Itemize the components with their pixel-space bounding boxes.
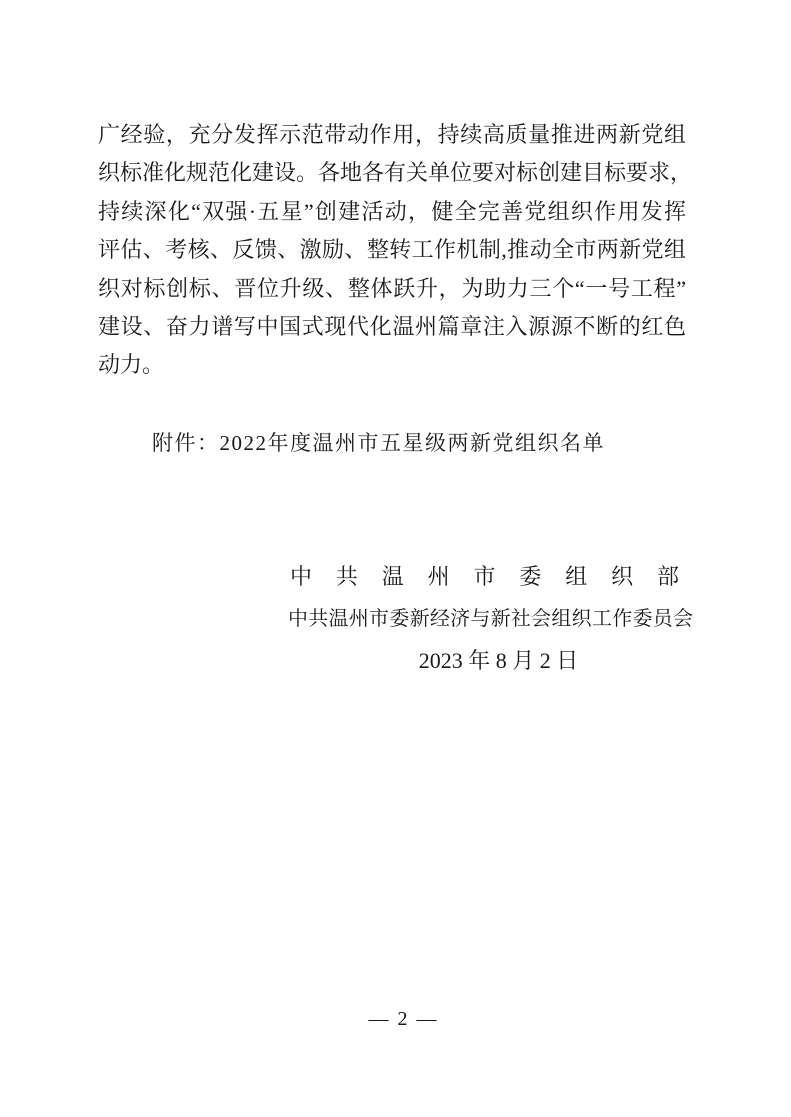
body-text-line: 动力。 [98,352,165,378]
body-text-line: 持续深化“双强·五星”创建活动，健全完善党组织作用发挥 [98,198,686,224]
page-footer [0,1008,791,1031]
body-text-line: 广经验，充分发挥示范带动作用，持续高质量推进两新党组 [98,122,686,147]
page-number: — 2 — [368,1008,439,1030]
body-paragraph [98,116,693,385]
signature-org-secondary: 中共温州市委新经济与新社会组织工作委员会 [288,608,693,630]
body-text-line: 织对标创标、晋位升级、整体跃升，为助力三个“一号工程” [98,275,686,301]
signature-date: 2023 年 8 月 2 日 [418,648,579,673]
body-text-line: 建设、奋力谱写中国式现代化温州篇章注入源源不断的红色 [98,314,686,340]
signature-org-primary: 中 共 温 州 市 委 组 织 部 [290,564,679,589]
body-text-line: 评估、考核、反馈、激励、整转工作机制,推动全市两新党组 [98,237,686,263]
attachment-line: 附件：2022年度温州市五星级两新党组织名单 [152,431,605,455]
body-text-line: 织标准化规范化建设。各地各有关单位要对标创建目标要求， [98,160,693,186]
signature-block [288,556,693,682]
